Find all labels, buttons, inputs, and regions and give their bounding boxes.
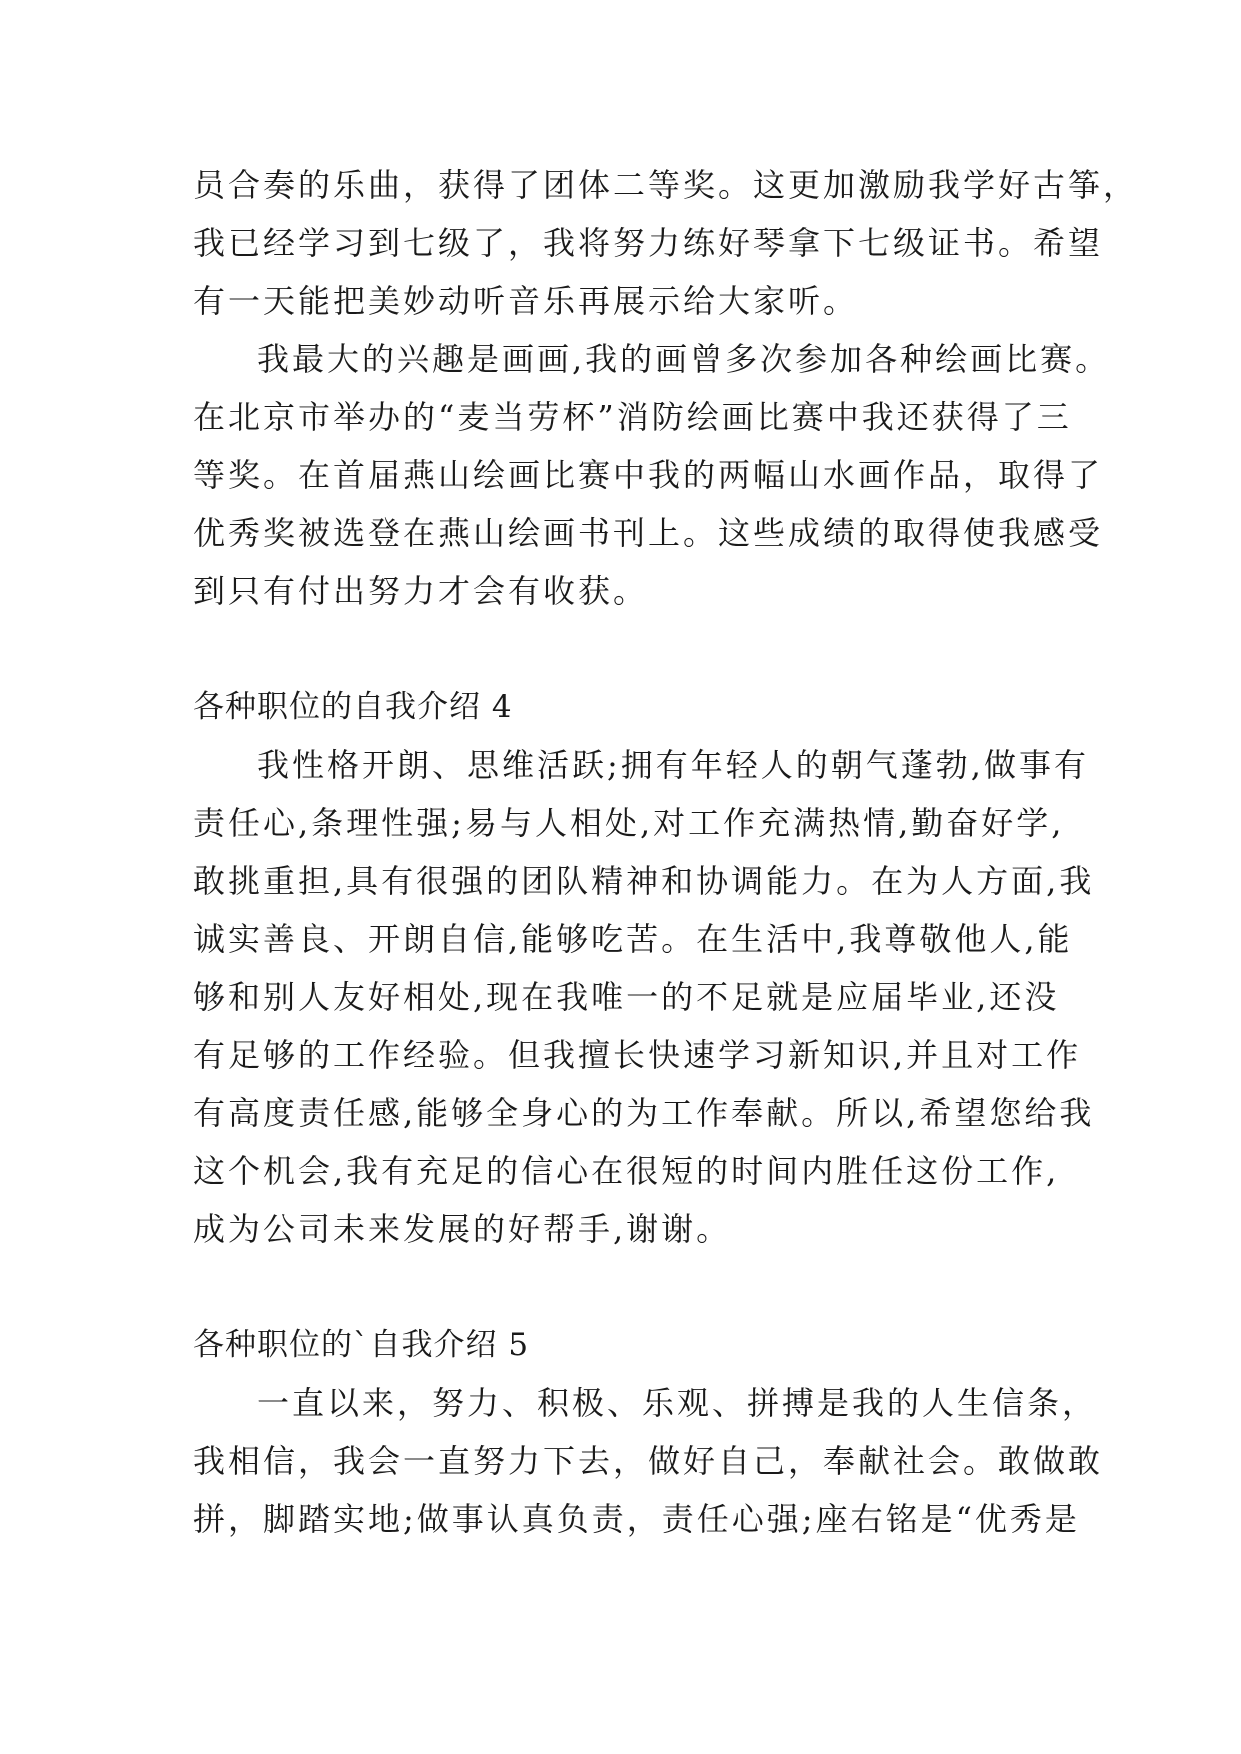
text-line: 我性格开朗、思维活跃;拥有年轻人的朝气蓬勃,做事有 xyxy=(257,746,1089,784)
text-line: 拼，脚踏实地;做事认真负责，责任心强;座右铭是“优秀是 xyxy=(193,1500,1080,1538)
text-line: 够和别人友好相处,现在我唯一的不足就是应届毕业,还没 xyxy=(193,978,1060,1016)
paragraph-music xyxy=(193,156,1139,330)
section-heading-5: 各种职位的`自我介绍 5 xyxy=(193,1327,530,1363)
text-line: 成为公司未来发展的好帮手,谢谢。 xyxy=(193,1210,732,1248)
text-line: 这个机会,我有充足的信心在很短的时间内胜任这份工作, xyxy=(193,1152,1060,1190)
paragraph-personality xyxy=(193,736,1095,1258)
text-line: 有高度责任感,能够全身心的为工作奉献。所以,希望您给我 xyxy=(193,1094,1095,1132)
document-body xyxy=(193,156,1139,1548)
text-line: 有足够的工作经验。但我擅长快速学习新知识,并且对工作 xyxy=(193,1036,1082,1074)
section-spacer xyxy=(193,620,1063,678)
text-line: 员合奏的乐曲，获得了团体二等奖。这更加激励我学好古筝， xyxy=(193,166,1139,204)
text-line: 我相信，我会一直努力下去，做好自己，奉献社会。敢做敢 xyxy=(193,1442,1104,1480)
text-line: 一直以来，努力、积极、乐观、拼搏是我的人生信条， xyxy=(257,1384,1098,1422)
text-line: 到只有付出努力才会有收获。 xyxy=(193,572,649,610)
text-line: 有一天能把美妙动听音乐再展示给大家听。 xyxy=(193,282,859,320)
text-line: 我最大的兴趣是画画,我的画曾多次参加各种绘画比赛。 xyxy=(257,340,1111,378)
text-line: 我已经学习到七级了，我将努力练好琴拿下七级证书。希望 xyxy=(193,224,1104,262)
section-spacer xyxy=(193,1258,1063,1316)
text-line: 诚实善良、开朗自信,能够吃苦。在生活中,我尊敬他人,能 xyxy=(193,920,1073,958)
paragraph-motto xyxy=(193,1374,1104,1548)
text-line: 责任心,条理性强;易与人相处,对工作充满热情,勤奋好学, xyxy=(193,804,1065,842)
text-line: 优秀奖被选登在燕山绘画书刊上。这些成绩的取得使我感受 xyxy=(193,514,1104,552)
text-line: 在北京市举办的“麦当劳杯”消防绘画比赛中我还获得了三 xyxy=(193,398,1072,436)
text-line: 等奖。在首届燕山绘画比赛中我的两幅山水画作品，取得了 xyxy=(193,456,1104,494)
paragraph-painting xyxy=(193,330,1111,620)
section-heading-4: 各种职位的自我介绍 4 xyxy=(193,689,513,725)
text-line: 敢挑重担,具有很强的团队精神和协调能力。在为人方面,我 xyxy=(193,862,1095,900)
